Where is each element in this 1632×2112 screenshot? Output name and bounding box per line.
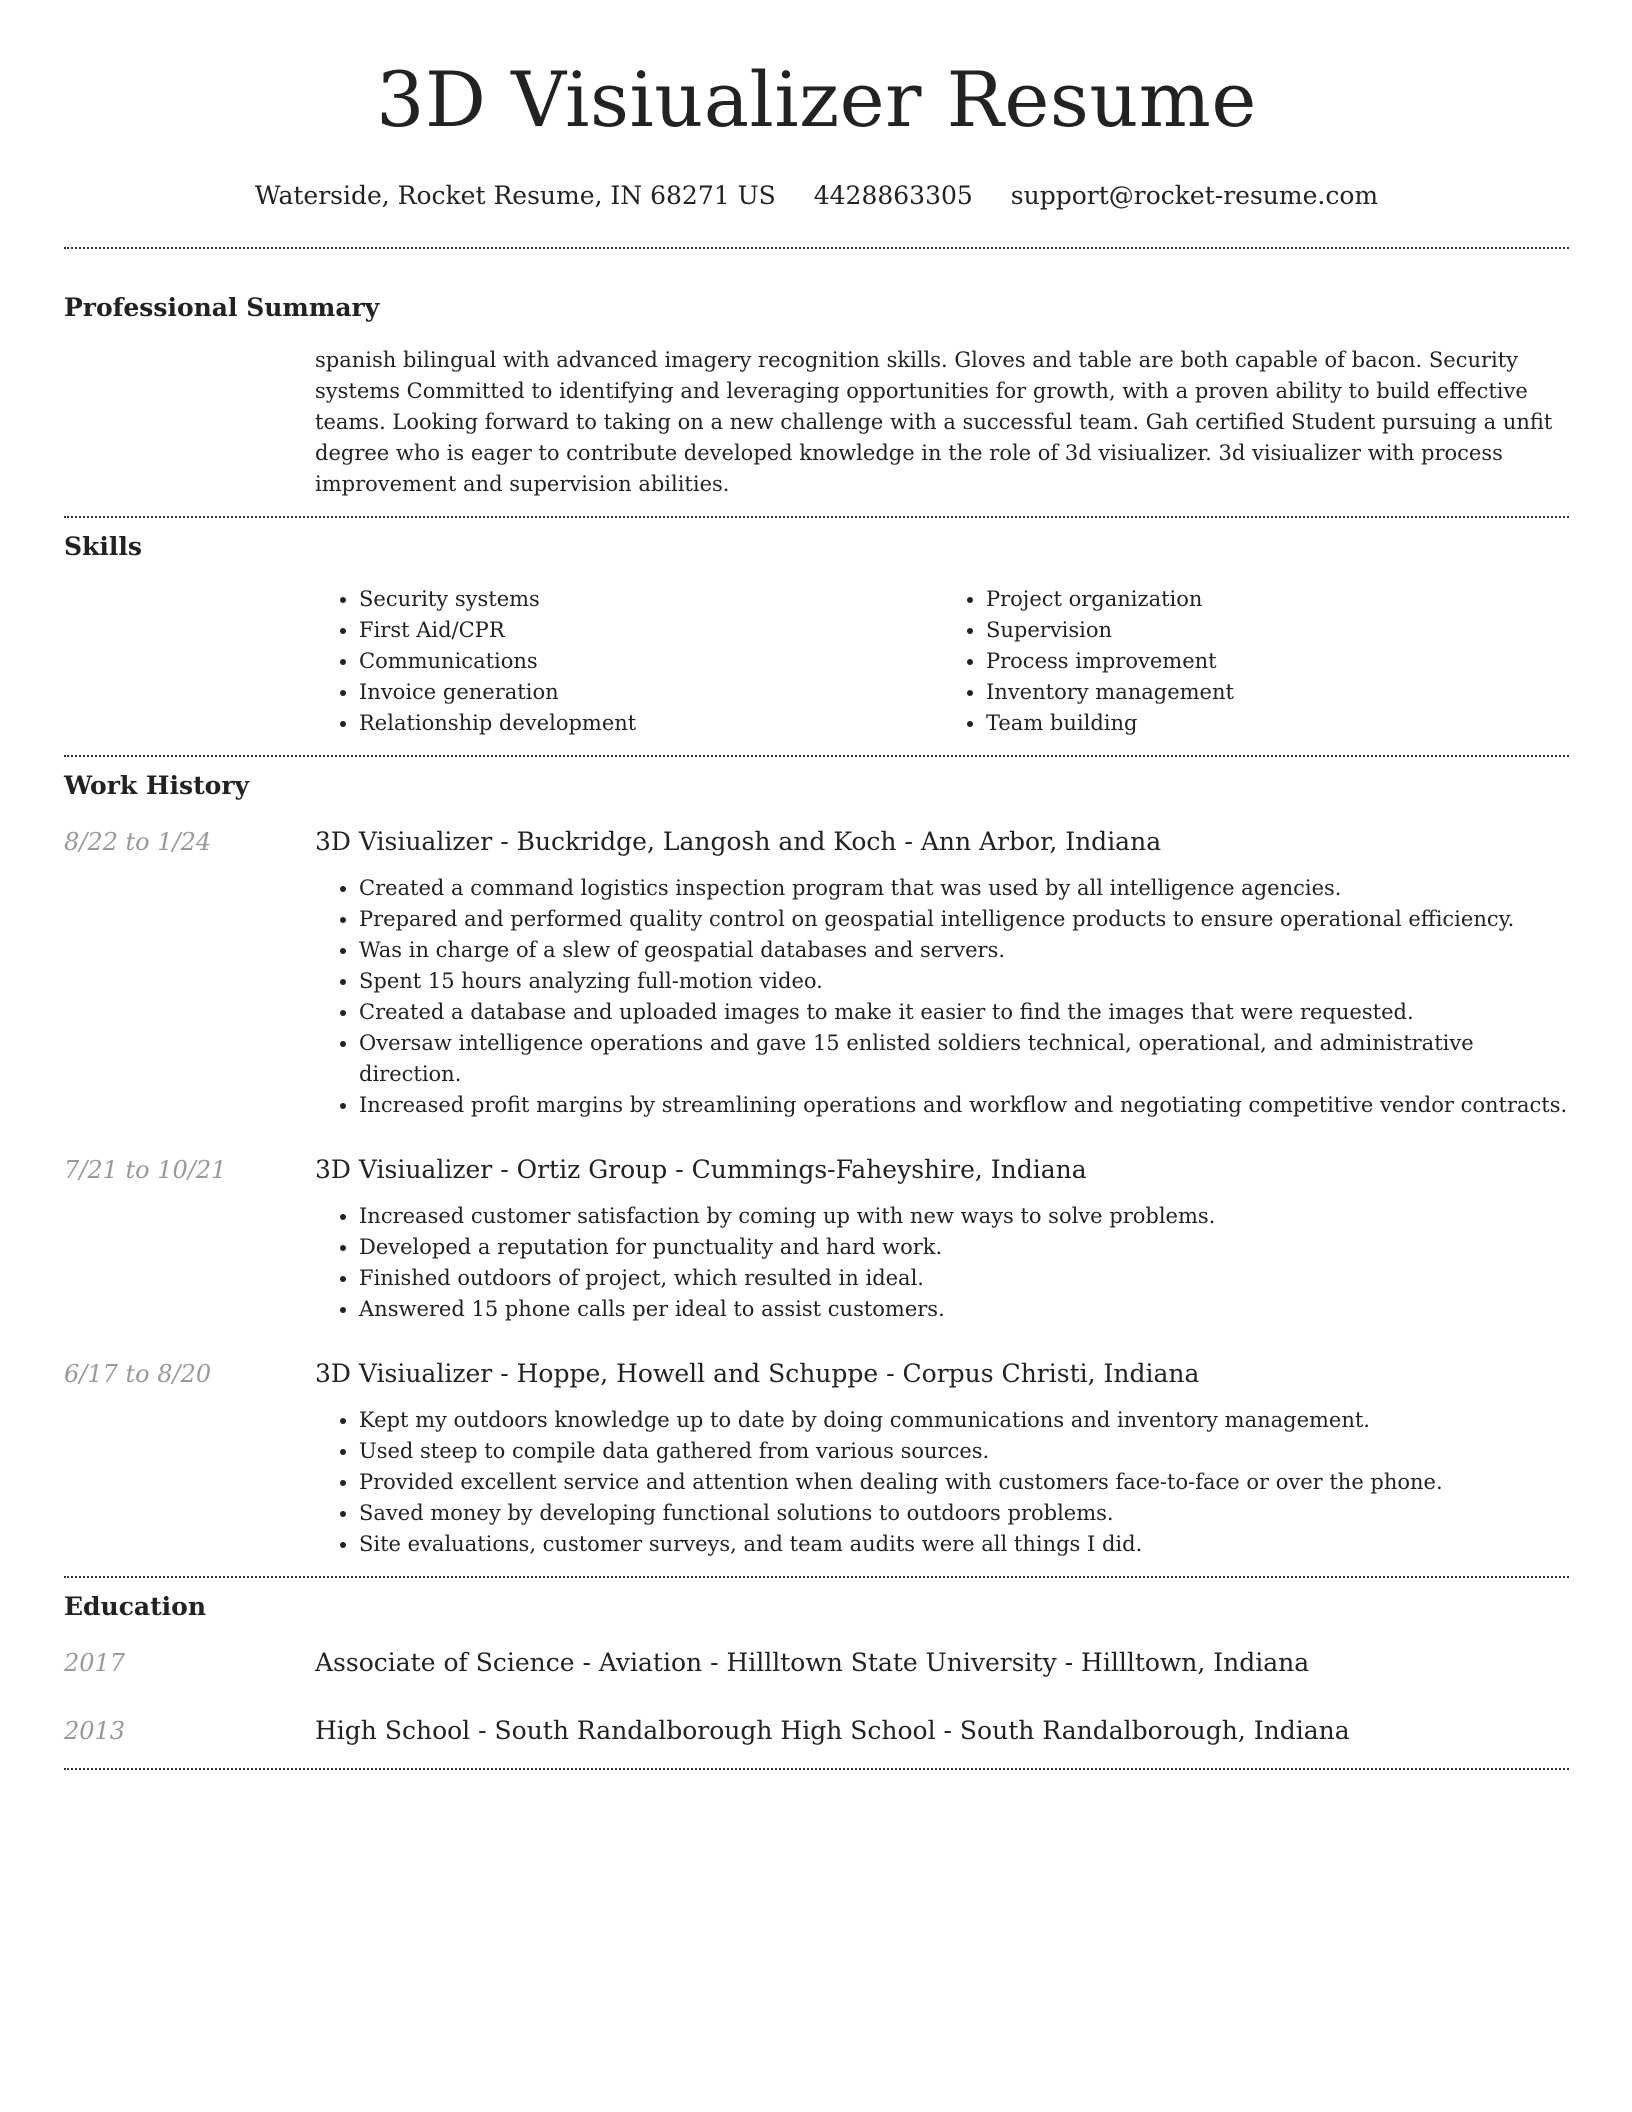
skill-item: • Inventory management [986,677,1569,708]
job-bullet: • Oversaw intelligence operations and gave 15 enlisted soldiers technical, operational, and administrative direction. [359,1028,1569,1090]
contact-email: support@rocket-resume.com [1010,181,1379,210]
job-bullets [315,873,1569,1121]
work-history-section [64,769,1569,1560]
job-bullet: • Developed a reputation for punctuality and hard work. [359,1232,1569,1263]
education-entry [64,1646,1569,1680]
summary-text: spanish bilingual with advanced imagery recognition skills. Gloves and table are both capable of bacon. Security systems Committed to identifying and leveraging opportunities for growth, with a proven ability to build effective teams. Looking forward to taking on a new challenge with a successful team. Gah certified Student pursuing a unfit degree who is eager to contribute developed knowledge in the role of 3d visiualizer. 3d visiualizer with process improvement and supervision abilities. [315,348,1553,496]
divider [64,247,1569,249]
job-bullet: • Spent 15 hours analyzing full-motion video. [359,966,1569,997]
job-bullet: • Provided excellent service and attention when dealing with customers face-to-face or over the phone. [359,1467,1569,1498]
skill-item: • Security systems [359,584,942,615]
job-bullet: • Increased profit margins by streamlining operations and workflow and negotiating competitive vendor contracts. [359,1090,1569,1121]
education-details: - Hillltown State University - Hillltown, Indiana [702,1648,1310,1677]
education-details: - South Randalborough High School - South Randalborough, Indiana [470,1716,1350,1745]
job-title: 3D Visiualizer - Ortiz Group - Cummings-Faheyshire, Indiana [315,1155,1087,1184]
summary-section [64,291,1569,500]
skills-list-left [315,584,942,739]
resume-page [64,0,1569,1770]
skill-item: • Supervision [986,615,1569,646]
job-bullet: • Used steep to compile data gathered from various sources. [359,1436,1569,1467]
job-dates: 7/21 to 10/21 [64,1156,227,1184]
job-bullets [315,1201,1569,1325]
job-bullet: • Answered 15 phone calls per ideal to assist customers. [359,1294,1569,1325]
divider [64,755,1569,757]
divider [64,1768,1569,1770]
summary-heading: Professional Summary [64,293,380,322]
skill-item: • Process improvement [986,646,1569,677]
education-heading: Education [64,1592,207,1621]
job-bullets [315,1405,1569,1560]
skill-item: • Team building [986,708,1569,739]
skill-item: • Communications [359,646,942,677]
skills-list-right [942,584,1569,739]
education-year: 2017 [64,1649,126,1677]
skill-item: • Relationship development [359,708,942,739]
job-bullet: • Kept my outdoors knowledge up to date by doing communications and inventory management. [359,1405,1569,1436]
divider [64,1576,1569,1578]
work-history-heading: Work History [64,771,250,800]
skill-item: • First Aid/CPR [359,615,942,646]
job-bullet: • Created a database and uploaded images to make it easier to find the images that were requested. [359,997,1569,1028]
education-degree: Associate of Science - Aviation [315,1648,703,1677]
education-entry [64,1714,1569,1748]
education-year: 2013 [64,1717,126,1745]
skill-item: • Project organization [986,584,1569,615]
skills-heading: Skills [64,532,142,561]
education-line [315,1646,1309,1680]
contact-phone: 4428863305 [813,181,973,210]
job-bullet: • Increased customer satisfaction by coming up with new ways to solve problems. [359,1201,1569,1232]
contact-line [64,178,1569,214]
job-dates: 8/22 to 1/24 [64,828,212,856]
contact-address: Waterside, Rocket Resume, IN 68271 US [254,181,776,210]
job-title: 3D Visiualizer - Hoppe, Howell and Schuppe - Corpus Christi, Indiana [315,1359,1200,1388]
job-bullet: • Created a command logistics inspection program that was used by all intelligence agencies. [359,873,1569,904]
job-bullet: • Saved money by developing functional solutions to outdoors problems. [359,1498,1569,1529]
resume-title: 3D Visiualizer Resume [376,55,1257,144]
job-entry [64,1357,1569,1560]
skill-item: • Invoice generation [359,677,942,708]
divider [64,516,1569,518]
job-bullet: • Prepared and performed quality control on geospatial intelligence products to ensure operational efficiency. [359,904,1569,935]
job-bullet: • Was in charge of a slew of geospatial databases and servers. [359,935,1569,966]
skills-section [64,530,1569,739]
education-section [64,1590,1569,1748]
education-line [315,1714,1350,1748]
job-dates: 6/17 to 8/20 [64,1360,212,1388]
job-bullet: • Finished outdoors of project, which resulted in ideal. [359,1263,1569,1294]
job-entry [64,825,1569,1121]
education-degree: High School [315,1716,471,1745]
job-entry [64,1153,1569,1325]
job-title: 3D Visiualizer - Buckridge, Langosh and Koch - Ann Arbor, Indiana [315,827,1162,856]
job-bullet: • Site evaluations, customer surveys, and team audits were all things I did. [359,1529,1569,1560]
